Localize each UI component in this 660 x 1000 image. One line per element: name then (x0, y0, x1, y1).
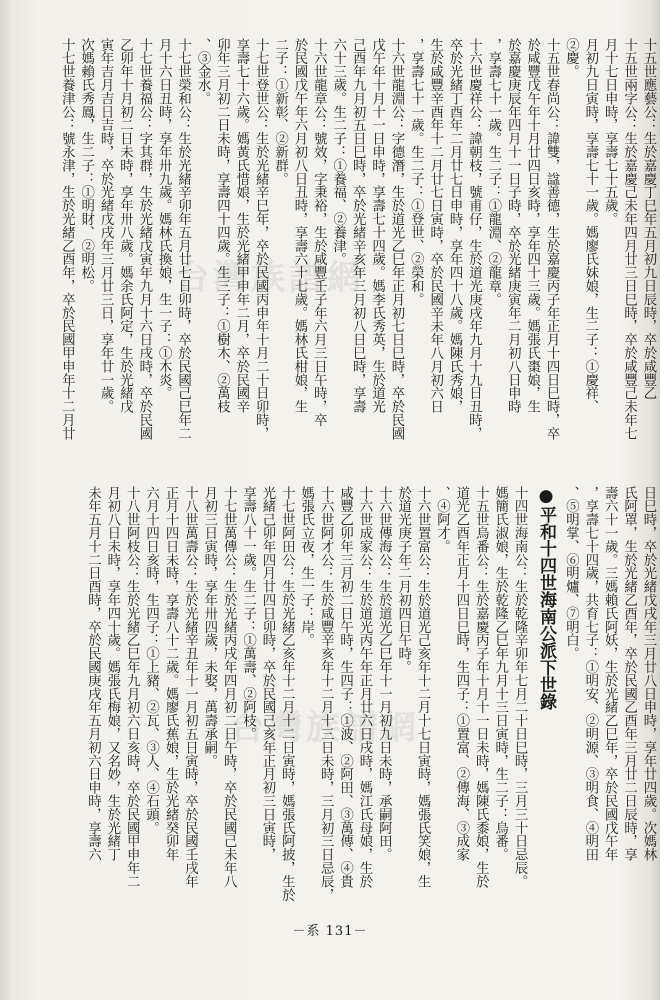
text-column: 卯年三月初二日未時，享壽四十四歲。生三子：①樹木、②萬枝 (214, 38, 230, 414)
text-column: 於咸豐戊午年十月廿四日亥時，享年四十三歲。媽張氏棗娘，生 (524, 38, 540, 414)
section-heading (532, 486, 558, 908)
text-column: 寅年吉月吉日吉時，卒於光緒戊戌年三月廿三日，享年廿一歲。 (98, 38, 114, 414)
text-column: 十六世阿才公：生於咸豐辛亥年十二月十三日未時，三月初三日忌辰， (318, 486, 334, 902)
text-column: 乙卯年十月初二日未時，享年卅八歲。媽余氏阿定，生於光緒戊 (117, 38, 133, 414)
text-column: ②慶。 (563, 38, 579, 79)
page-number: －系 131－ (292, 924, 368, 939)
watermark: 台灣族譜網 (230, 708, 420, 748)
text-column: 六月十四日亥時，生四子：①上豬、②瓦、③人、④石頭。 (143, 486, 159, 835)
text-column: 十五世春尚公：諱雙，諡善德，生於嘉慶丙子年正月十四日巳時，卒 (544, 38, 560, 440)
text-column: 十六世傳海公：生於道光乙巳年十一月初九日未時，承嗣阿田。 (376, 486, 392, 862)
text-column: 月初三日寅時，享年卅四歲，未娶，萬壽承嗣。 (201, 486, 217, 768)
text-column: 十五世應藝公：生於嘉慶丁巳年五月初九日辰時，卒於咸豐乙 (641, 38, 656, 400)
text-column: 、④阿才。 (434, 486, 450, 553)
text-column: 、⑤明掌、⑥明爐、⑦明白。 (563, 486, 579, 661)
text-column: 十四世海南公：生於乾隆辛卯年七月二十日巳時，三月三十日忌辰。 (512, 486, 528, 888)
text-column: ，享壽七十一歲。生二子：①龍淵、②龍章。 (485, 38, 501, 306)
text-column: 媽簡氏淑娘，生於乾隆乙巳年九月十三日寅時，生二子：烏番。 (492, 486, 508, 862)
text-column: 月十七日申時，享壽七十五歲。 (602, 38, 618, 226)
text-column: 月初九日寅時，享壽七十一歲。媽廖氏妹娘，生二子：①慶祥、 (582, 38, 598, 414)
section-heading-text: 平和十四世海南公派下世錄 (536, 506, 557, 710)
text-column: 於嘉慶庚辰年四月十一日子時，卒於光緒庚寅年二月初八日申時 (505, 38, 521, 414)
text-column: 六十三歲。生二子：①養福、②養津。 (330, 38, 346, 266)
watermark: 台灣族譜網 (175, 258, 365, 298)
text-column: 十六世成家公：生於道光丙午年正月廿六日戌時，媽江氏母娘，生於 (356, 486, 372, 888)
text-column: 於道光庚子年二月初四日午時。 (395, 486, 411, 674)
text-column: ，享壽七十一歲。生二子：①登世、②榮和。 (408, 38, 424, 306)
text-column: 十五世兩字公：生於嘉慶己未年四月廿三日巳時，卒於咸豐己未年七 (621, 38, 637, 440)
text-column: 月十六日丑時，享年卅九歲。媽林氏換娘，生一子：①木炎。 (156, 38, 172, 400)
bullet-icon: ● (536, 486, 557, 506)
upper-text-block (57, 38, 658, 448)
text-column: 月初八日未時，享年四十歲。媽張氏梅娘，又名妙，生於光緒丁 (104, 486, 120, 862)
text-column: 享壽八十一歲。生二子：①萬壽、②阿枝。 (240, 486, 256, 741)
text-column: 十七世榮和公：生於光緒辛卯年五月廿七日卯時，卒於民國己巳年二 (175, 38, 191, 440)
text-column: 十七世養福公：字其群，生於光緒戊寅年九月十六日戌時，卒於民國 (136, 38, 152, 440)
text-column: 咸豐乙卯年三月初二日午時，生四子：①波、②阿田、③萬傳、④貴 (337, 486, 353, 888)
text-column: 十五世烏番公：生於嘉慶丙子年十月十一日未時，媽陳氏黍娘，生於 (473, 486, 489, 888)
text-column: 未年五月十二日酉時，卒於民國庚戌年五月初六日申時，享壽六 (85, 486, 101, 862)
text-column: 十六世龍淵公：字德潛，生於道光乙巳年正月初七日巳時，卒於民國 (388, 38, 404, 440)
text-column: 光緒己卯年四月廿四日卯時，卒於民國己亥年正月初三日寅時， (259, 486, 275, 862)
text-column: 壽六十一歲。三媽賴氏阿妖，生於光緒乙巳年，卒於民國戊午年 (602, 486, 618, 862)
text-column: 己酉年九月初五日巳時，卒於光緒辛亥年三月初八日巳時，享壽 (350, 38, 366, 414)
text-column: 卒於光緒丁酉年二月廿七日申時，享年四十八歲。媽陳氏秀娘， (447, 38, 463, 414)
text-column: 道光乙酉年正月十四日巳時，生四子：①置富、②傳海、③成家 (453, 486, 469, 862)
text-column: 十六世龍章公：號效，字秉裕，生於咸豐壬子年六月三日午時，卒 (311, 38, 327, 427)
text-column: 十七世萬傳公：生於光緒丙戌年四月初二日午時，卒於民國己未年八 (221, 486, 237, 888)
text-column: 享壽七十六歲。媽黃氏惜娘，生於光緒甲申年二月，卒於民國辛 (233, 38, 249, 414)
text-column: 、③金水。 (195, 38, 211, 105)
text-column: 生於咸豐辛酉年十二月廿七日寅時，卒於民國辛未年八月初六日 (427, 38, 443, 414)
text-column: 日巳時，卒於光緒戊戌年三月廿八日申時，享年廿四歲。次媽林 (641, 486, 656, 862)
text-column: 氏阿罩，生於光緒乙酉年，卒於民國乙酉年三月廿二日辰時，享 (621, 486, 637, 862)
text-column: 十七世登世公：生於光緒辛巳年，卒於民國丙申年十月二十日卯時， (253, 38, 269, 440)
text-column: 戊午年十月十一日申時，享壽七十四歲。媽李氏秀英，生於道光 (369, 38, 385, 414)
text-column: 於民國戊午年六月初八日丑時，享壽六十七歲。媽林氏柑娘，生 (291, 38, 307, 414)
text-column: ，享壽七十四歲，共育七子：①明安、②明源、③明食、④明田 (582, 486, 598, 862)
text-column: 十八世阿枝公：生於光緒乙巳年九月初六日亥時，卒於民國甲申年二 (124, 486, 140, 888)
text-column: 十七世養津公：號永津，生於光緒乙酉年，卒於民國甲申年十二月廿 (59, 38, 75, 440)
text-column: 十六世置富公：生於道光己亥年十二月十七日寅時，媽張氏笑娘，生 (415, 486, 431, 888)
text-column: 正月十四日未時，享壽八十二歲。媽廖氏蕉娘，生於光緒癸卯年 (163, 486, 179, 862)
lower-text-block (83, 486, 658, 908)
text-column: 十八世萬壽公：生於光緒辛丑年十一月初五日寅時，卒於民國壬戌年 (182, 486, 198, 888)
text-column: 十七世阿田公：生於光緒乙亥年十二月十二日寅時，媽張氏阿披，生於 (279, 486, 295, 902)
text-column: 次媽賴氏秀鳳，生二子：①明財、②明松。 (78, 38, 94, 293)
text-column: 二子：①新彰、②新群。 (272, 38, 288, 186)
text-column: 媽張氏立夜，生一子：岸。 (298, 486, 314, 647)
text-column: 十六世慶祥公：諱朝枝，號甫仔，生於道光庚戌年九月十九日丑時， (466, 38, 482, 440)
